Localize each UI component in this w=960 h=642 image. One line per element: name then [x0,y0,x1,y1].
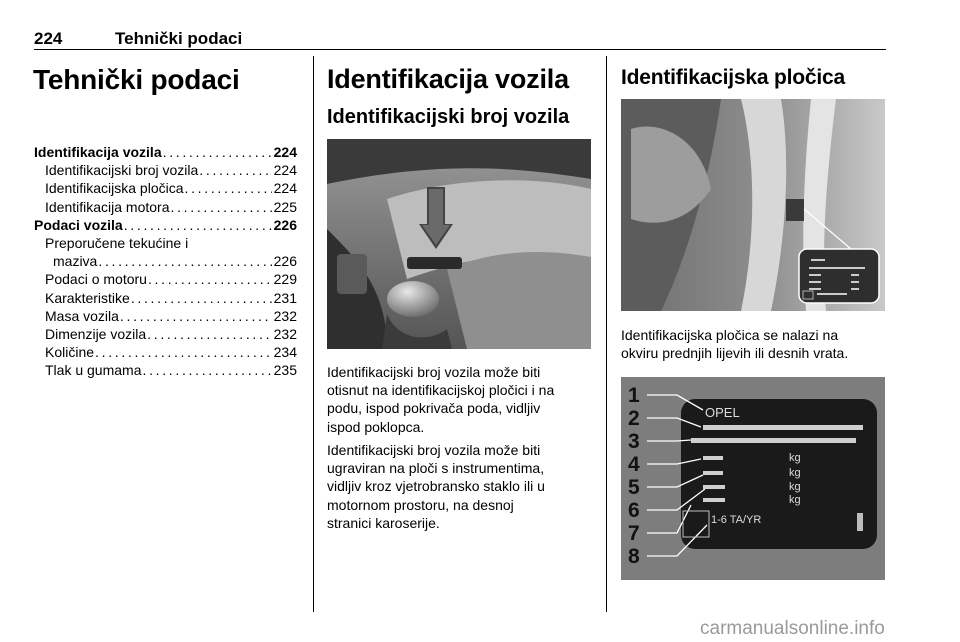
chapter-title: Tehnički podaci [33,64,240,95]
section-title: Identifikacijska pločica [621,66,845,89]
column-divider [606,56,607,612]
toc-leader-dots [199,161,271,179]
plate-brand: OPEL [705,405,740,420]
toc-entry-page: 225 [273,198,297,215]
toc-entry-label: Karakteristike [45,289,130,306]
callout-8: 8 [628,545,640,568]
toc-entry-label: Masa vozila [45,307,119,324]
toc-entry[interactable] [34,361,297,379]
toc-entry-label: Podaci o motoru [45,271,147,288]
toc-entry-page: 224 [273,162,297,179]
watermark: carmanualsonline.info [700,618,885,639]
door-frame-photo [621,99,885,311]
toc-entry-page: 232 [273,325,297,342]
plate-kg-label: kg [789,452,801,464]
toc-entry-label: Dimenzije vozila [45,325,147,342]
text-line: okviru prednjih lijevih ili desnih vrata. [621,345,849,362]
toc-leader-dots [185,179,272,197]
toc-leader-dots [163,143,272,161]
toc-entry-label: Identifikacija vozila [34,144,162,160]
text-line: podu, ispod pokrivača poda, vidljiv [327,400,541,417]
toc-entry[interactable] [34,161,297,179]
page-number: 224 [34,29,63,48]
toc-leader-dots [98,252,271,270]
text-line: Identifikacijski broj vozila može biti [327,442,541,458]
toc-entry[interactable] [34,307,297,325]
text-line: ugraviran na ploči s instrumentima, [327,460,545,477]
toc-leader-dots [131,289,272,307]
toc-entry[interactable] [34,216,297,234]
toc-entry-page: 235 [273,362,297,379]
toc-entry[interactable] [34,198,297,216]
plate-kg-label: kg [789,494,801,506]
text-line: vidljiv kroz vjetrobransko staklo ili u [327,478,545,495]
toc-entry[interactable] [34,343,297,361]
header-title: Tehnički podaci [115,29,243,48]
toc-entry-page: 226 [273,253,297,270]
callout-1: 1 [628,384,640,407]
text-line: motornom prostoru, na desnoj [327,496,514,513]
text-line: ispod poklopca. [327,418,425,435]
toc-entry-page: 234 [273,344,297,361]
toc-entry-label: Količine [45,344,95,361]
toc-entry[interactable] [34,289,297,307]
toc-entry-label: maziva [53,253,98,270]
callout-7: 7 [628,522,640,545]
plate-kg-label: kg [789,481,801,493]
toc-entry[interactable] [34,234,297,252]
toc-entry-label: Preporučene tekućine i [45,234,189,251]
plate-kg-label: kg [789,467,801,479]
callout-5: 5 [628,476,640,499]
toc-entry-page: 224 [273,180,297,197]
toc-leader-dots [148,270,272,288]
toc-entry-page: 231 [273,289,297,306]
text-line: stranici karoserije. [327,514,440,531]
toc-leader-dots [124,216,272,234]
toc-entry-label: Identifikacijski broj vozila [45,162,199,179]
toc-entry-page: 226 [273,216,297,233]
plate-caption [621,326,891,362]
toc-entry-page: 224 [273,144,297,160]
callout-6: 6 [628,499,640,522]
toc-entry[interactable] [34,143,297,161]
toc-leader-dots [171,198,272,216]
vin-paragraph-2 [327,441,599,532]
vin-paragraph-1 [327,363,599,436]
plate-footer-text: 1-6 TA/YR [711,514,762,526]
toc-entry[interactable] [34,270,297,288]
page-header [34,26,886,50]
toc-entry[interactable] [34,252,297,270]
vin-floor-photo [327,139,591,349]
callout-3: 3 [628,430,640,453]
toc-leader-dots [147,325,271,343]
text-line: Identifikacijska pločica se nalazi na [621,327,839,343]
toc-entry[interactable] [34,179,297,197]
text-line: otisnut na identifikacijskoj pločici i na [327,382,555,399]
column-divider [313,56,314,612]
section-title: Identifikacija vozila [327,64,569,94]
toc-leader-dots [120,307,272,325]
subsection-title: Identifikacijski broj vozila [327,106,570,128]
toc-entry-page: 229 [273,271,297,288]
toc-entry-label: Identifikacija motora [45,198,170,215]
table-of-contents [34,143,297,379]
toc-leader-dots [95,343,272,361]
callout-4: 4 [628,453,640,476]
toc-entry[interactable] [34,325,297,343]
toc-entry-label: Podaci vozila [34,216,123,233]
toc-entry-page: 232 [273,307,297,324]
toc-entry-label: Tlak u gumama [45,362,142,379]
toc-entry-label: Identifikacijska pločica [45,180,184,197]
id-plate-diagram [621,377,885,580]
text-line: Identifikacijski broj vozila može biti [327,364,541,380]
callout-2: 2 [628,407,640,430]
toc-leader-dots [142,361,271,379]
